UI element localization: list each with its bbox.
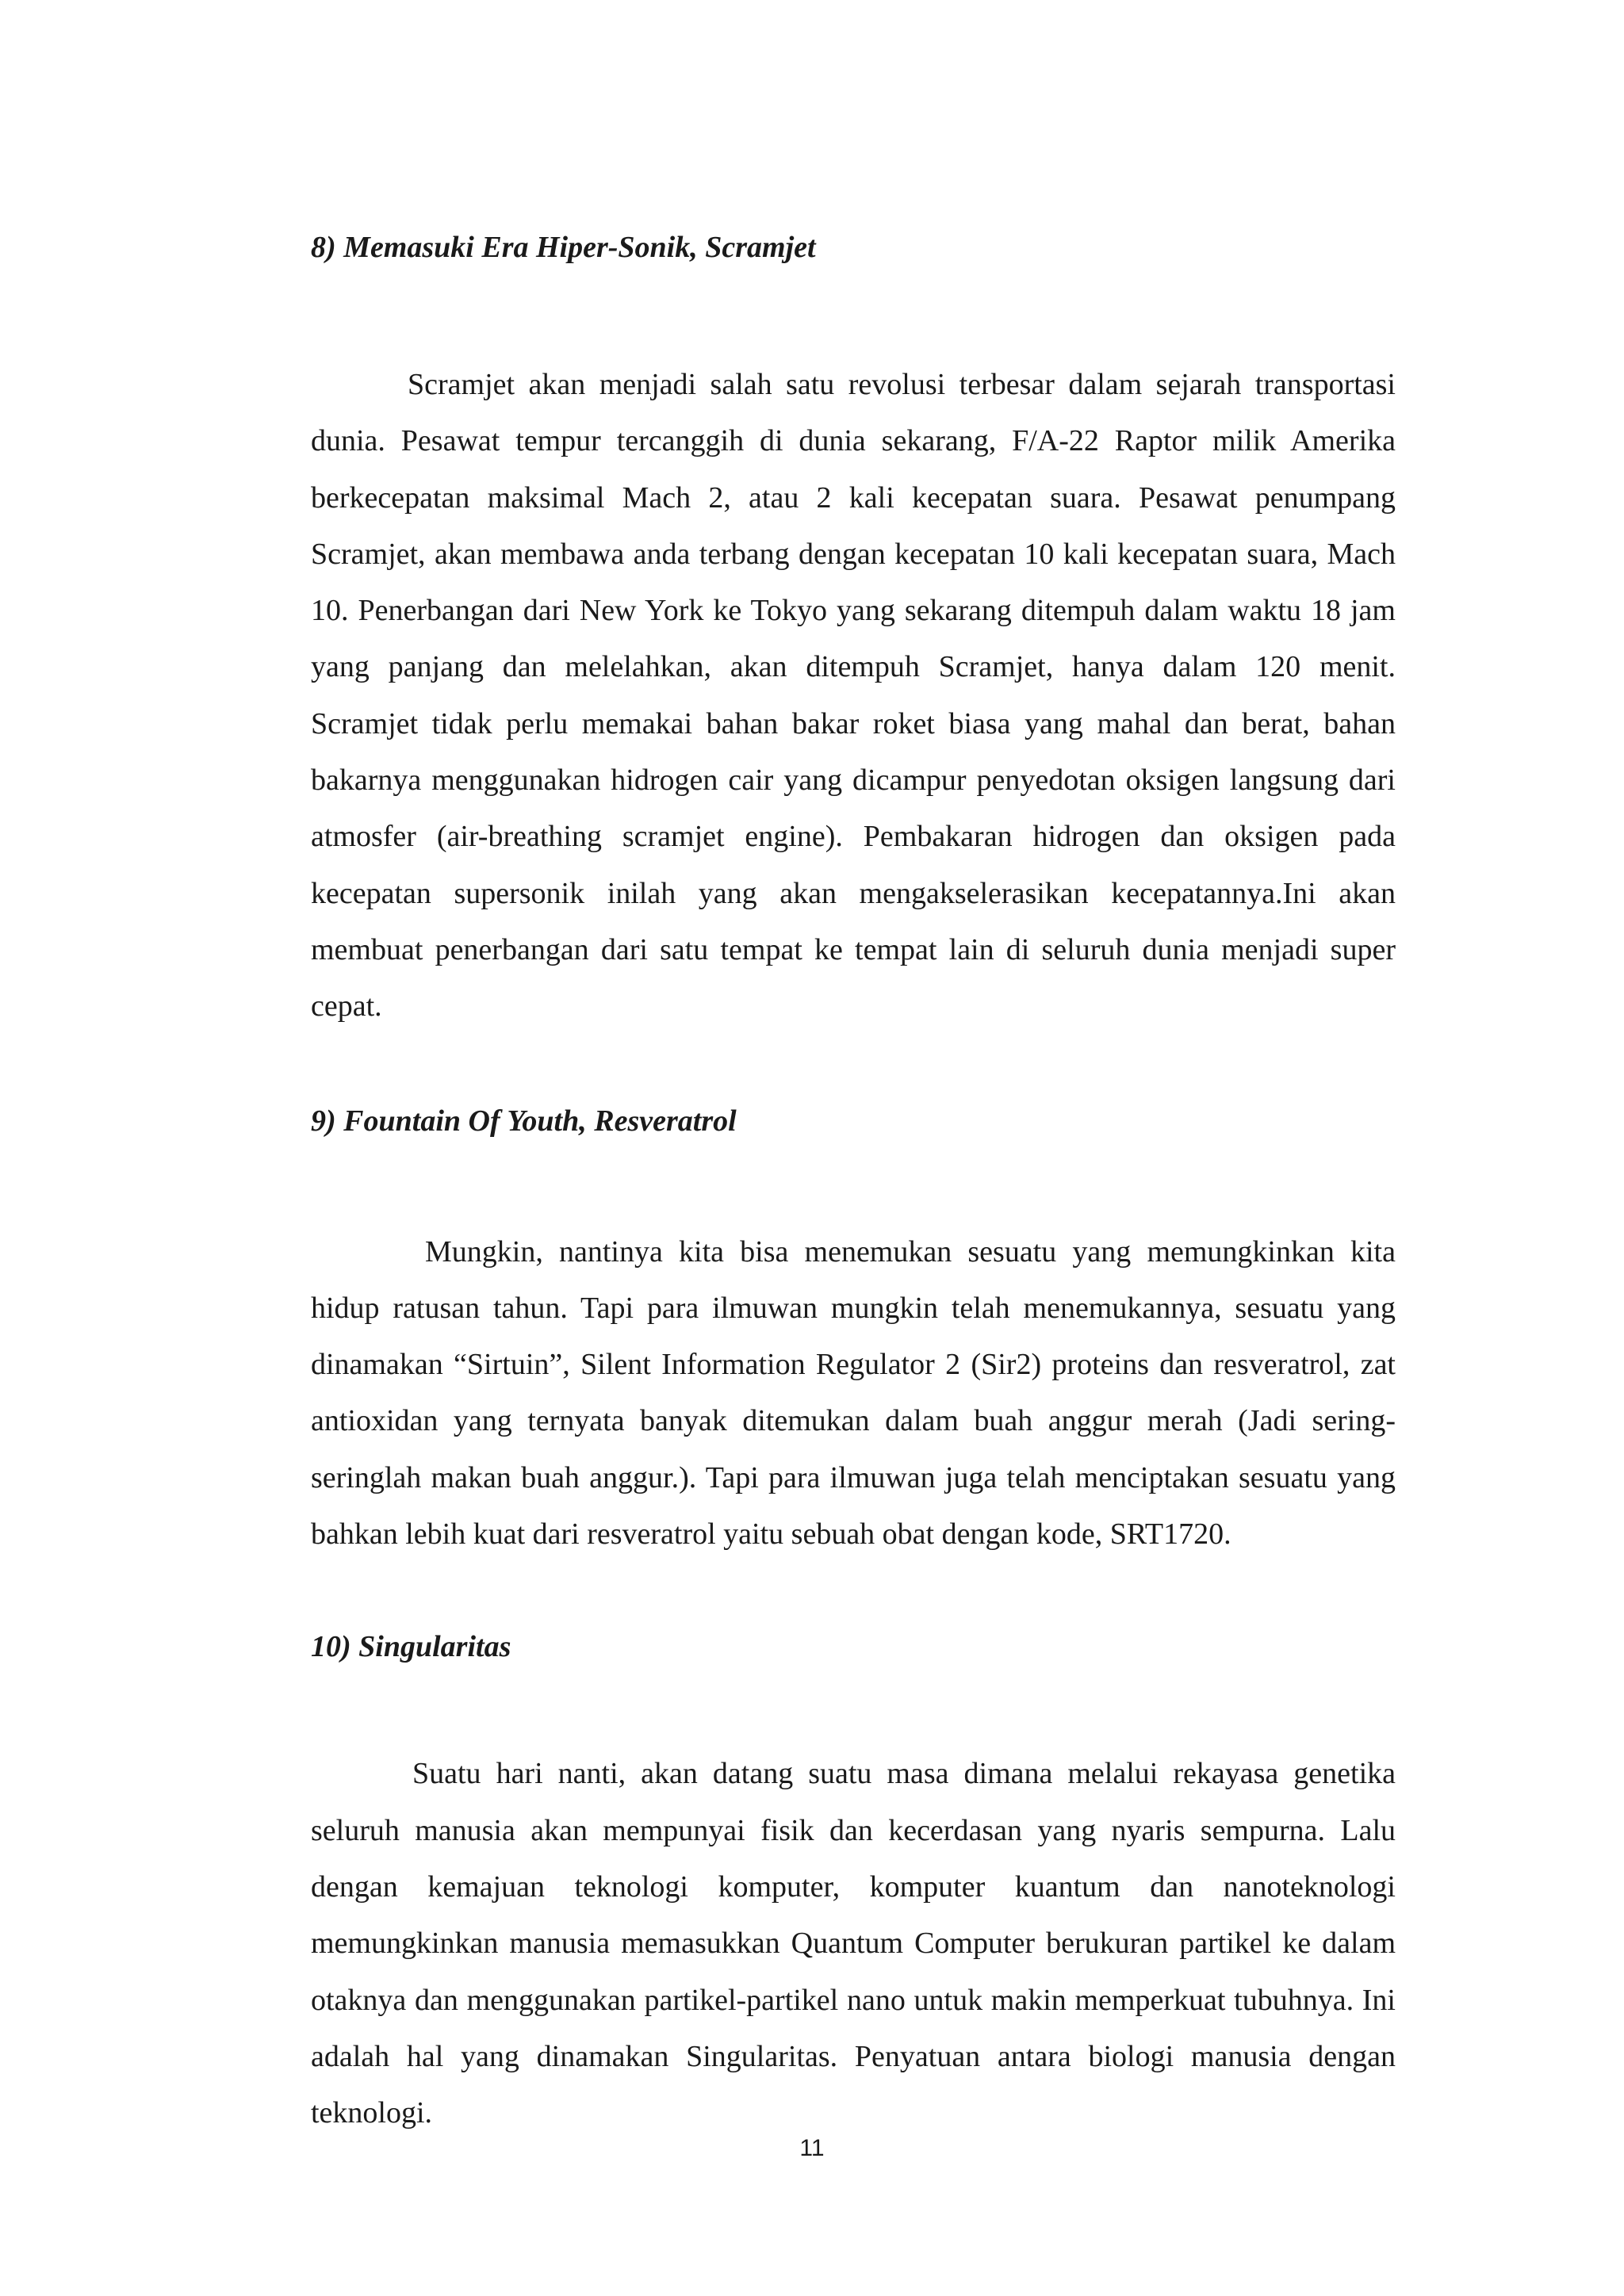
page-number: 11 bbox=[799, 2135, 825, 2161]
section-heading-resveratrol: 9) Fountain Of Youth, Resveratrol bbox=[311, 1104, 737, 1138]
section-paragraph-resveratrol: Mungkin, nantinya kita bisa menemukan sesuatu yang memungkinkan kita hidup ratusan tahun. Tapi para ilmuwan mungkin telah menemukannya, sesuatu yang dinamakan “Sirtuin”, Silent Information Regulator 2 (Sir2) proteins dan resveratrol, zat antioxidan yang ternyata banyak ditemukan dalam buah anggur merah (Jadi sering-seringlah makan buah anggur.). Tapi para ilmuwan juga telah menciptakan sesuatu yang bahkan lebih kuat dari resveratrol yaitu sebuah obat dengan kode, SRT1720. bbox=[311, 1234, 1396, 1552]
section-heading-singularitas: 10) Singularitas bbox=[311, 1630, 511, 1664]
page-content bbox=[311, 228, 1396, 2141]
section-paragraph-scramjet: Scramjet akan menjadi salah satu revolusi terbesar dalam sejarah transportasi dunia. Pesawat tempur tercanggih di dunia sekarang, F/A-22 Raptor milik Amerika berkecepatan maksimal Mach 2, atau 2 kali kecepatan suara. Pesawat penumpang Scramjet, akan membawa anda terbang dengan kecepatan 10 kali kecepatan suara, Mach 10. Penerbangan dari New York ke Tokyo yang sekarang ditempuh dalam waktu 18 jam yang panjang dan melelahkan, akan ditempuh Scramjet, hanya dalam 120 menit. Scramjet tidak perlu memakai bahan bakar roket biasa yang mahal dan berat, bahan bakarnya menggunakan hidrogen cair yang dicampur penyedotan oksigen langsung dari atmosfer (air-breathing scramjet engine). Pembakaran hidrogen dan oksigen pada kecepatan supersonik inilah yang akan mengakselerasikan kecepatannya.Ini akan membuat penerbangan dari satu tempat ke tempat lain di seluruh dunia menjadi super cepat. bbox=[311, 368, 1396, 1024]
section-paragraph-singularitas: Suatu hari nanti, akan datang suatu masa dimana melalui rekayasa genetika seluruh manusia akan mempunyai fisik dan kecerdasan yang nyaris sempurna. Lalu dengan kemajuan teknologi komputer, komputer kuantum dan nanoteknologi memungkinkan manusia memasukkan Quantum Computer berukuran partikel ke dalam otaknya dan menggunakan partikel-partikel nano untuk makin memperkuat tubuhnya. Ini adalah hal yang dinamakan Singularitas. Penyatuan antara biologi manusia dengan teknologi. bbox=[311, 1757, 1396, 2130]
section-heading-scramjet: 8) Memasuki Era Hiper-Sonik, Scramjet bbox=[311, 231, 816, 264]
